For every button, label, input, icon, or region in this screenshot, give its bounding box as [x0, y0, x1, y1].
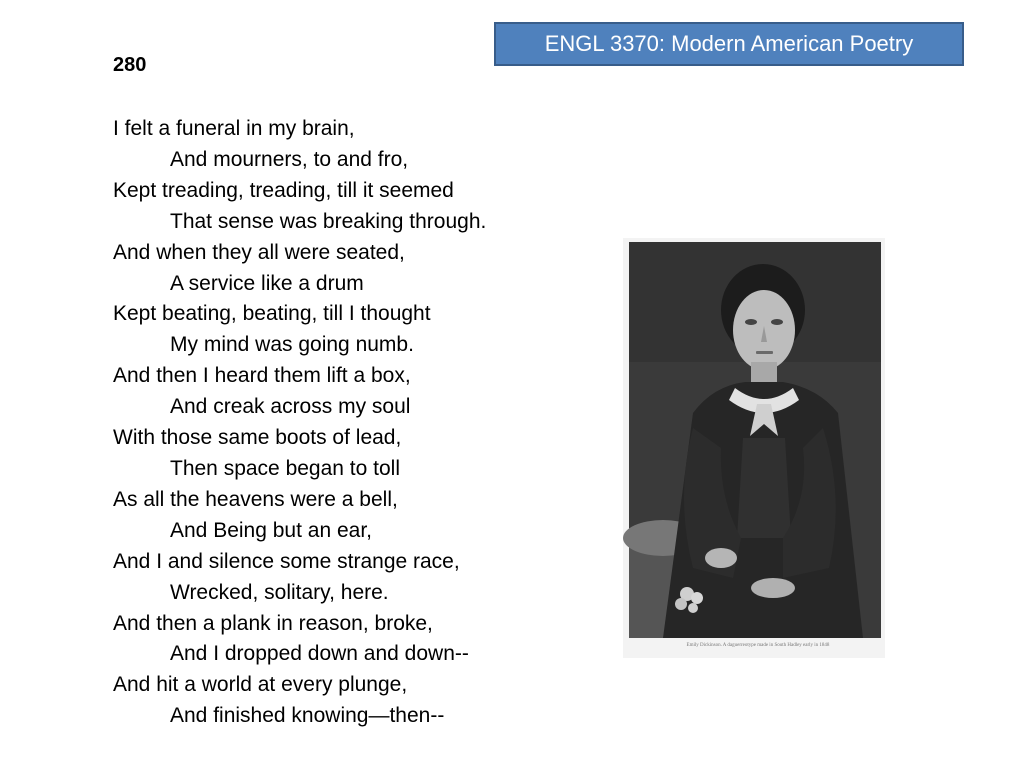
portrait-photo [623, 238, 885, 658]
poem-line: And then I heard them lift a box, [113, 364, 411, 388]
poem-line: That sense was breaking through. [170, 209, 487, 233]
poem-text [113, 114, 486, 732]
portrait-figure [623, 238, 885, 658]
poem-line: As all the heavens were a bell, [113, 487, 398, 511]
poem-line: And mourners, to and fro, [170, 147, 409, 171]
poem-line: And when they all were seated, [113, 240, 405, 264]
poem-line: With those same boots of lead, [113, 426, 402, 450]
poem-line: And I dropped down and down-- [170, 642, 469, 666]
poem-line: And creak across my soul [170, 395, 411, 419]
poem-line: Wrecked, solitary, here. [170, 580, 389, 604]
course-title-banner [494, 22, 964, 66]
poem-line: And hit a world at every plunge, [113, 673, 408, 697]
poem-line: Kept treading, treading, till it seemed [113, 178, 454, 202]
photo-caption: Emily Dickinson. A daguerreotype made in South Hadley early in 1848 [686, 643, 830, 648]
poem-line: And finished knowing—then-- [170, 704, 445, 728]
poem-line: And Being but an ear, [170, 518, 372, 542]
poem-line: A service like a drum [170, 271, 364, 295]
poem-line: Then space began to toll [170, 456, 400, 480]
poem-line: And then a plank in reason, broke, [113, 611, 433, 635]
poem-number: 280 [113, 54, 147, 76]
poem-line: Kept beating, beating, till I thought [113, 302, 431, 326]
course-title: ENGL 3370: Modern American Poetry [544, 31, 914, 56]
poem-line: And I and silence some strange race, [113, 549, 460, 573]
poem-line: My mind was going numb. [170, 333, 414, 357]
poem-line: I felt a funeral in my brain, [113, 117, 355, 140]
